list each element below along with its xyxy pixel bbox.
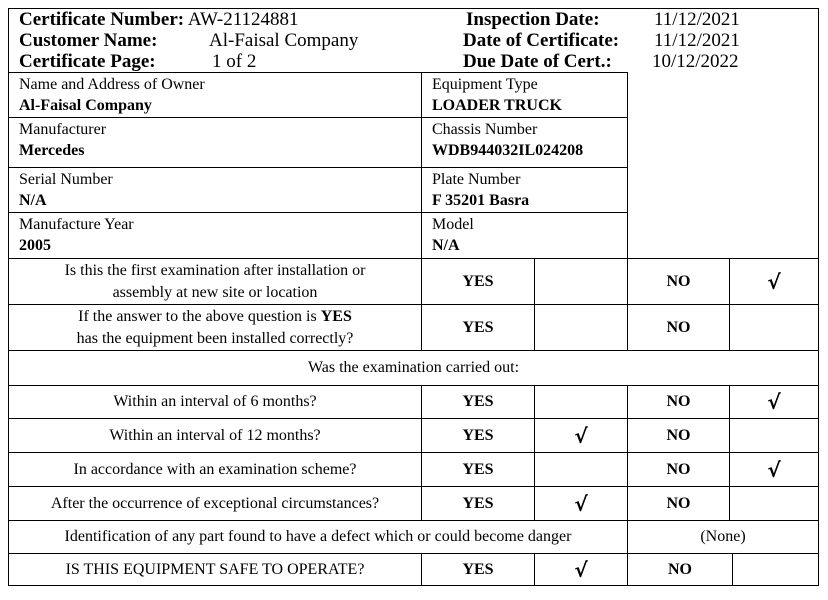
manufacturer-value: Mercedes (19, 142, 85, 159)
q6-question: After the occurrence of exceptional circumstances? (8, 486, 422, 521)
inspection-label: Inspection Date: (466, 9, 600, 30)
model-value: N/A (432, 237, 460, 254)
cert-date-value: 11/12/2021 (654, 30, 740, 51)
owner-cell (8, 72, 422, 118)
equipment-label: Equipment Type (432, 76, 538, 93)
model-cell (421, 212, 628, 259)
q5-no-label: NO (627, 452, 730, 487)
defect-question: Identification of any part found to have a defect which or could become danger (8, 520, 628, 554)
page-value: 1 of 2 (212, 51, 257, 72)
customer-value: Al-Faisal Company (209, 30, 359, 51)
page-label: Certificate Page: (19, 51, 156, 72)
safe-no-check[interactable] (732, 553, 819, 586)
q6-yes-check[interactable]: √ (534, 486, 628, 521)
q4-yes-label: YES (421, 418, 535, 453)
safe-yes-label: YES (421, 553, 535, 586)
plate-label: Plate Number (432, 171, 521, 188)
q2-no-check[interactable] (729, 304, 819, 351)
cert-number-label: Certificate Number: (19, 9, 185, 30)
safe-question: IS THIS EQUIPMENT SAFE TO OPERATE? (8, 553, 422, 586)
customer-label: Customer Name: (19, 30, 158, 51)
q4-no-label: NO (627, 418, 730, 453)
serial-value: N/A (19, 192, 47, 209)
equipment-value: LOADER TRUCK (432, 97, 562, 114)
q1-yes-check[interactable] (534, 258, 628, 305)
q6-yes-label: YES (421, 486, 535, 521)
exam-heading: Was the examination carried out: (8, 350, 819, 386)
serial-label: Serial Number (19, 171, 113, 188)
q5-yes-check[interactable] (534, 452, 628, 487)
q1-no-check[interactable]: √ (729, 258, 819, 305)
q5-yes-label: YES (421, 452, 535, 487)
q3-yes-label: YES (421, 385, 535, 419)
due-date-value: 10/12/2022 (652, 51, 739, 72)
q4-yes-check[interactable]: √ (534, 418, 628, 453)
serial-cell (8, 167, 422, 213)
q6-no-check[interactable] (729, 486, 819, 521)
q1-yes-label: YES (421, 258, 535, 305)
year-label: Manufacture Year (19, 216, 134, 233)
manufacturer-label: Manufacturer (19, 121, 107, 138)
manufacturer-cell (8, 117, 422, 168)
q1-no-label: NO (627, 258, 730, 305)
q3-question: Within an interval of 6 months? (8, 385, 422, 419)
q5-no-check[interactable]: √ (729, 452, 819, 487)
plate-cell (421, 167, 628, 213)
plate-value: F 35201 Basra (432, 192, 530, 209)
owner-label: Name and Address of Owner (19, 76, 205, 93)
model-label: Model (432, 216, 474, 233)
due-date-label: Due Date of Cert.: (463, 51, 612, 72)
inspection-value: 11/12/2021 (654, 9, 740, 30)
cert-date-label: Date of Certificate: (463, 30, 620, 51)
q4-no-check[interactable] (729, 418, 819, 453)
q1-question: Is this the first examination after installation or assembly at new site or location (8, 258, 422, 305)
q3-no-label: NO (627, 385, 730, 419)
q2-question: If the answer to the above question is YES has the equipment been installed correctly? (8, 304, 422, 351)
chassis-value: WDB944032IL024208 (432, 142, 584, 159)
cert-number-value: AW-21124881 (187, 9, 299, 30)
q2-no-label: NO (627, 304, 730, 351)
year-cell (8, 212, 422, 259)
q2-yes-label: YES (421, 304, 535, 351)
owner-value: Al-Faisal Company (19, 97, 152, 114)
equipment-cell (421, 72, 628, 118)
q2-yes-check[interactable] (534, 304, 628, 351)
q3-yes-check[interactable] (534, 385, 628, 419)
q3-no-check[interactable]: √ (729, 385, 819, 419)
safe-no-label: NO (627, 553, 733, 586)
chassis-cell (421, 117, 628, 168)
q4-question: Within an interval of 12 months? (8, 418, 422, 453)
chassis-label: Chassis Number (432, 121, 538, 138)
safe-yes-check[interactable]: √ (534, 553, 628, 586)
q6-no-label: NO (627, 486, 730, 521)
year-value: 2005 (19, 237, 51, 254)
q5-question: In accordance with an examination scheme? (8, 452, 422, 487)
defect-value: (None) (627, 520, 819, 554)
